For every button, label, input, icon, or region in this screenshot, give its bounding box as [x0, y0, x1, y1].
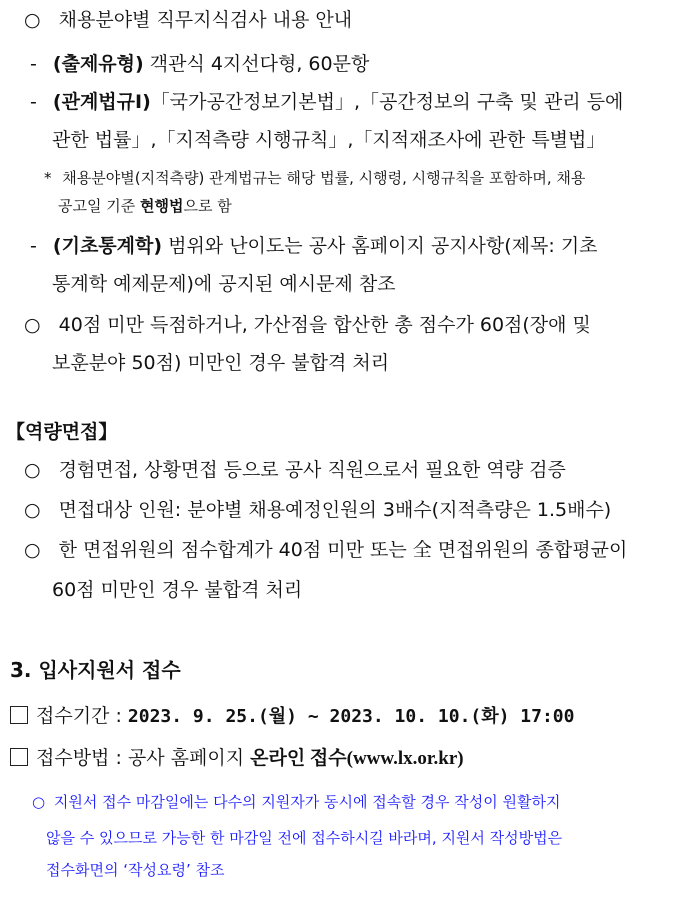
bullet-circle: ○ — [24, 459, 41, 481]
period-label: 접수기간 : — [36, 705, 128, 727]
application-title: 3. 입사지원서 접수 — [10, 658, 181, 682]
notice-line-1: 지원서 접수 마감일에는 다수의 지원자가 동시에 접속할 경우 작성이 원활하지 — [53, 793, 561, 811]
interview-bullet-text: 경험면접, 상황면접 등으로 공사 직원으로서 필요한 역량 검증 — [58, 459, 566, 481]
bullet-circle: ○ — [24, 314, 41, 336]
bullet-circle: ○ — [24, 9, 41, 31]
law-note-bold: 현행법 — [140, 197, 184, 215]
law-label: (관계법규Ⅰ) — [52, 91, 151, 113]
stats-line-1: 범위와 난이도는 공사 홈페이지 공지사항(제목: 기초 — [162, 235, 598, 257]
notice-line-2: 않을 수 있으므로 가능한 한 마감일 전에 접수하시길 바라며, 지원서 작성방법은 — [46, 829, 563, 847]
interview-bullet-text: 면접대상 인원: 분야별 채용예정인원의 3배수(지적측량은 1.5배수) — [58, 499, 612, 521]
interview-bullet-text: 한 면접위원의 점수합계가 40점 미만 또는 全 면접위원의 종합평균이 — [58, 539, 628, 561]
notice-line-3: 접수화면의 ‘작성요령’ 참조 — [46, 861, 225, 879]
law-note-line-1: 채용분야별(지적측량) 관계법규는 해당 법률, 시행령, 시행규칙을 포함하며, 채용 — [62, 169, 586, 187]
notice-line-1-row — [32, 792, 560, 812]
law-note-line-2-post: 으로 함 — [183, 197, 232, 215]
fail-line-1: 40점 미만 득점하거나, 가산점을 합산한 총 점수가 60점(장애 및 — [58, 314, 591, 336]
exam-type-label: (출제유형) — [52, 53, 144, 75]
dash-mark: - — [30, 53, 37, 75]
exam-title-line — [24, 8, 352, 32]
method-label: 접수방법 : 공사 홈페이지 — [36, 747, 251, 769]
interview-bullet — [24, 538, 627, 562]
interview-bullet — [24, 458, 566, 482]
dash-mark: - — [30, 235, 37, 257]
method-value: 온라인 접수(www.lx.or.kr) — [250, 748, 464, 769]
interview-bullet — [24, 498, 611, 522]
application-period — [10, 704, 575, 729]
stats-line-2: 통계학 예제문제)에 공지된 예시문제 참조 — [52, 273, 396, 295]
interview-bullet-text-2: 60점 미만인 경우 불합격 처리 — [52, 579, 303, 601]
bullet-circle: ○ — [24, 499, 41, 521]
checkbox-icon — [10, 706, 28, 724]
exam-type-item — [30, 52, 369, 76]
stats-item — [30, 234, 598, 258]
interview-title: 【역량면접】 — [6, 421, 118, 443]
dash-mark: - — [30, 91, 37, 113]
bullet-circle: ○ — [24, 539, 41, 561]
law-note-line-2-pre: 공고일 기준 — [58, 197, 140, 215]
application-method — [10, 746, 464, 771]
law-item — [30, 90, 652, 114]
notice-bullet: ○ — [32, 793, 46, 811]
stats-label: (기초통계학) — [52, 235, 163, 257]
fail-criteria — [24, 313, 591, 337]
fail-line-2: 보훈분야 50점) 미만인 경우 불합격 처리 — [52, 352, 390, 374]
asterisk-mark: * — [44, 169, 52, 187]
exam-title: 채용분야별 직무지식검사 내용 안내 — [58, 9, 353, 31]
checkbox-icon — [10, 748, 28, 766]
period-value: 2023. 9. 25.(월) ~ 2023. 10. 10.(화) 17:00 — [127, 706, 575, 727]
law-note-line-2 — [58, 196, 232, 216]
exam-type-text: 객관식 4지선다형, 60문항 — [143, 53, 370, 75]
law-line-2: 관한 법률」,「지적측량 시행규칙」,「지적재조사에 관한 특별법」 — [52, 129, 606, 151]
law-line-1: 「국가공간정보기본법」,「공간정보의 구축 및 관리 등에 — [150, 91, 624, 113]
law-note — [44, 168, 585, 188]
